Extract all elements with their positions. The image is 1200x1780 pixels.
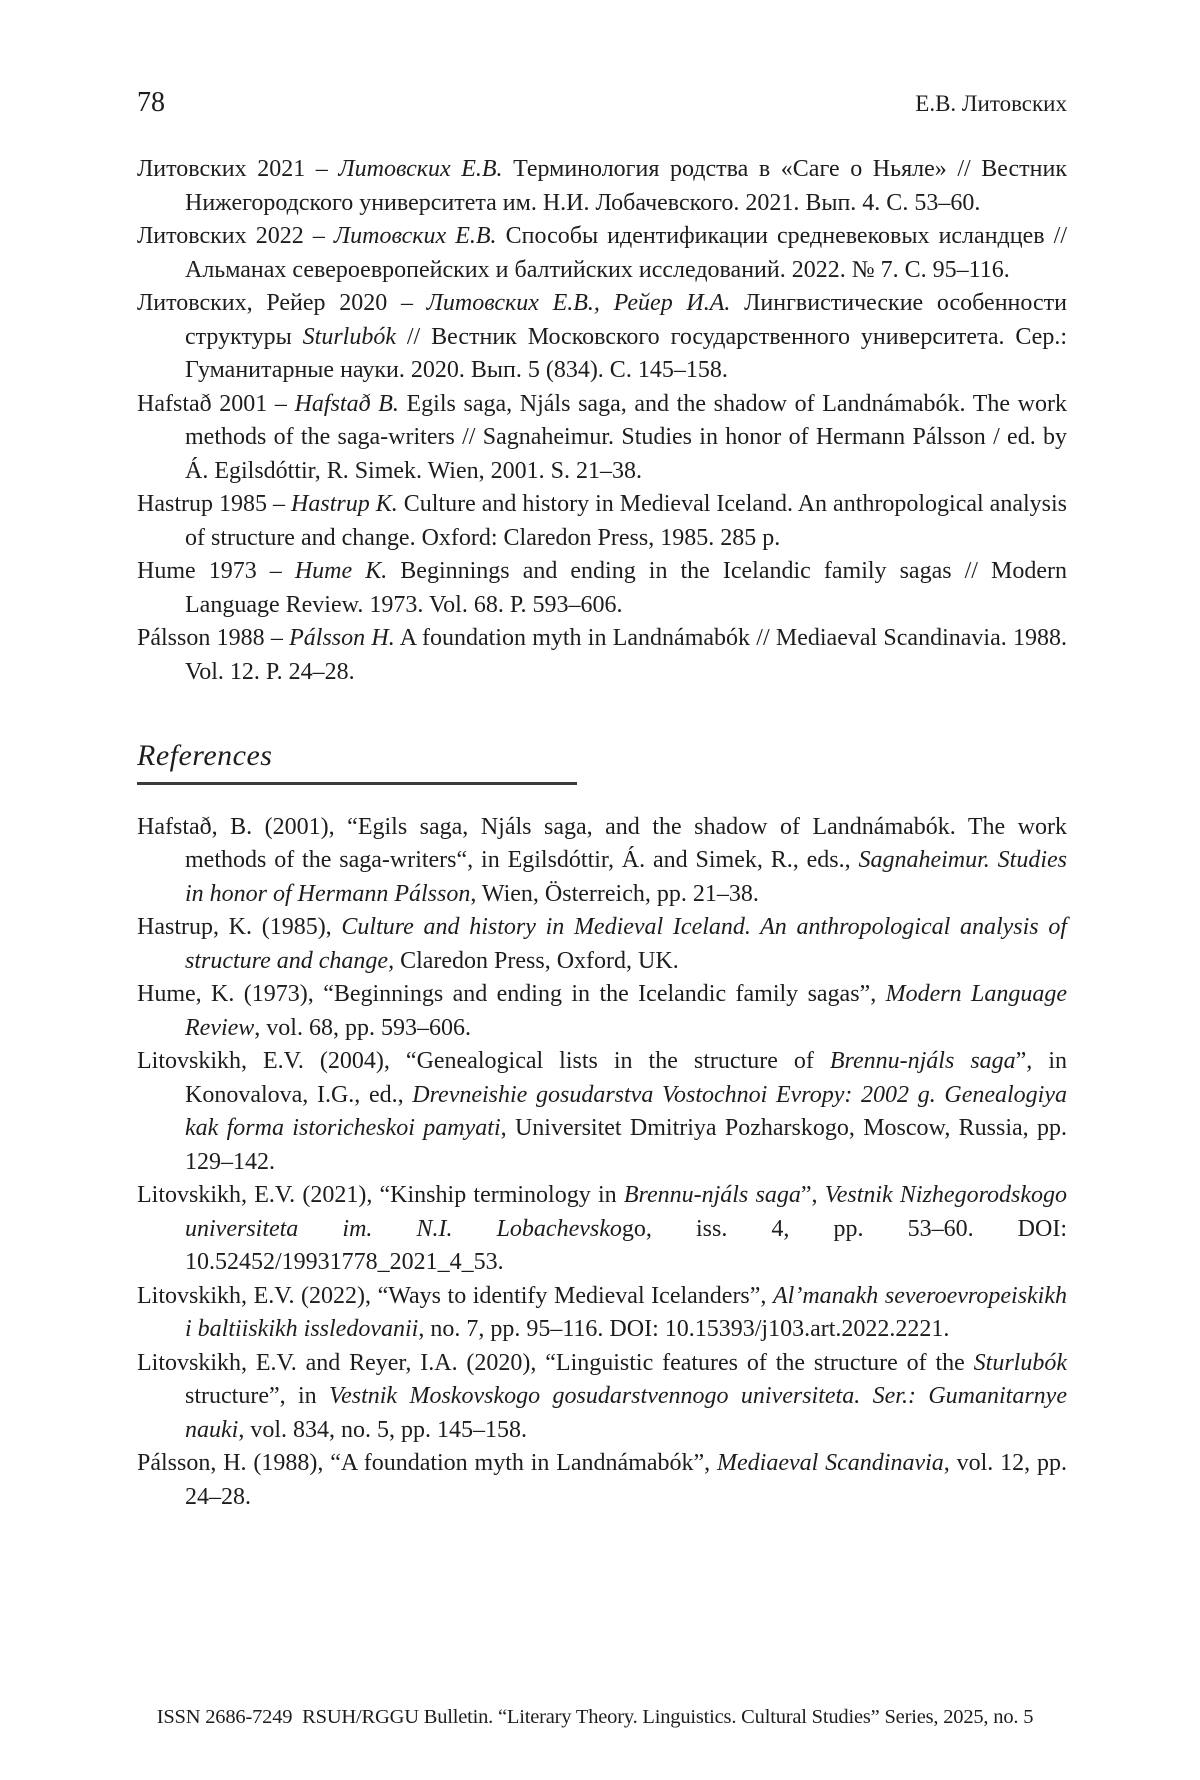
page-header	[137, 0, 1067, 119]
reference-entry: Litovskikh, E.V. (2022), “Ways to identify Medieval Icelanders”, Al’manakh severoevropeiskikh i baltiiskikh issledovanii, no. 7, pp. 95–116. DOI: 10.15393/j103.art.2022.2221.	[137, 1282, 1068, 1342]
page-content	[137, 0, 1067, 1514]
references-section-header	[137, 739, 1067, 785]
reference-entry: Hastrup, K. (1985), Culture and history in Medieval Iceland. An anthropological analysis of structure and change, Claredon Press, Oxford, UK.	[137, 914, 1067, 974]
reference-entry: Litovskikh, E.V. (2004), “Genealogical lists in the structure of Brennu-njáls saga”, in Konovalova, I.G., ed., Drevneishie gosudarstva Vostochnoi Evropy: 2002 g. Genealogiya kak forma istoricheskoi pamyati, Universitet Dmitriya Pozharskogo, Moscow, Russia, pp. 129–142.	[137, 1048, 1067, 1175]
reference-entry: Hume, K. (1973), “Beginnings and ending in the Icelandic family sagas”, Modern Language Review, vol. 68, pp. 593–606.	[137, 981, 1067, 1041]
bibliography-entry: Литовских, Рейер 2020 – Литовских Е.В., Рейер И.А. Лингвистические особенности структуры Sturlubók // Вестник Московского государственного университета. Сер.: Гуманитарные науки. 2020. Вып. 5 (834). С. 145–158.	[137, 290, 1068, 383]
bibliography-entry: Hume 1973 – Hume K. Beginnings and ending in the Icelandic family sagas // Modern Language Review. 1973. Vol. 68. P. 593–606.	[137, 558, 1068, 618]
bibliography-entry: Hastrup 1985 – Hastrup K. Culture and history in Medieval Iceland. An anthropological analysis of structure and change. Oxford: Claredon Press, 1985. 285 p.	[137, 491, 1068, 551]
page-footer	[137, 1678, 1033, 1756]
references-underline	[137, 782, 577, 785]
footer-text: ISSN 2686-7249 RSUH/RGGU Bulletin. “Literary Theory. Linguistics. Cultural Studies” Series, 2025, no. 5	[156, 1706, 1034, 1728]
bibliography-entry: Pálsson 1988 – Pálsson H. A foundation myth in Landnámabók // Mediaeval Scandinavia. 1988. Vol. 12. P. 24–28.	[137, 625, 1067, 685]
bibliography-entry: Литовских 2021 – Литовских Е.В. Терминология родства в «Саге о Ньяле» // Вестник Нижегородского университета им. Н.И. Лобачевского. 2021. Вып. 4. С. 53–60.	[137, 156, 1067, 216]
references-heading: References	[137, 739, 273, 772]
bibliography-entry: Hafstað 2001 – Hafstað B. Egils saga, Njáls saga, and the shadow of Landnámabók. The work methods of the saga-writers // Sagnaheimur. Studies in honor of Hermann Pálsson / ed. by Á. Egilsdóttir, R. Simek. Wien, 2001. S. 21–38.	[137, 390, 1067, 484]
reference-entry: Litovskikh, E.V. (2021), “Kinship terminology in Brennu-njáls saga”, Vestnik Nizhegorodskogo universiteta im. N.I. Lobachevskogo, iss. 4, pp. 53–60. DOI: 10.52452/19931778_2021_4_53.	[137, 1182, 1068, 1275]
reference-entry: Pálsson, H. (1988), “A foundation myth in Landnámabók”, Mediaeval Scandinavia, vol. 12, pp. 24–28.	[137, 1450, 1068, 1510]
bibliography-list	[137, 153, 1067, 689]
bibliography-entry: Литовских 2022 – Литовских Е.В. Способы идентификации средневековых исландцев // Альманах североевропейских и балтийских исследований. 2022. № 7. С. 95–116.	[137, 223, 1067, 283]
running-head: Е.В. Литовских	[915, 91, 1067, 116]
references-list	[137, 811, 1067, 1515]
page-number: 78	[137, 87, 165, 118]
reference-entry: Litovskikh, E.V. and Reyer, I.A. (2020), “Linguistic features of the structure of the Sturlubók structure”, in Vestnik Moskovskogo gosudarstvennogo universiteta. Ser.: Gumanitarnye nauki, vol. 834, no. 5, pp. 145–158.	[137, 1349, 1067, 1443]
reference-entry: Hafstað, B. (2001), “Egils saga, Njáls saga, and the shadow of Landnámabók. The work methods of the saga-writers“, in Egilsdóttir, Á. and Simek, R., eds., Sagnaheimur. Studies in honor of Hermann Pálsson, Wien, Österreich, pp. 21–38.	[137, 813, 1067, 907]
